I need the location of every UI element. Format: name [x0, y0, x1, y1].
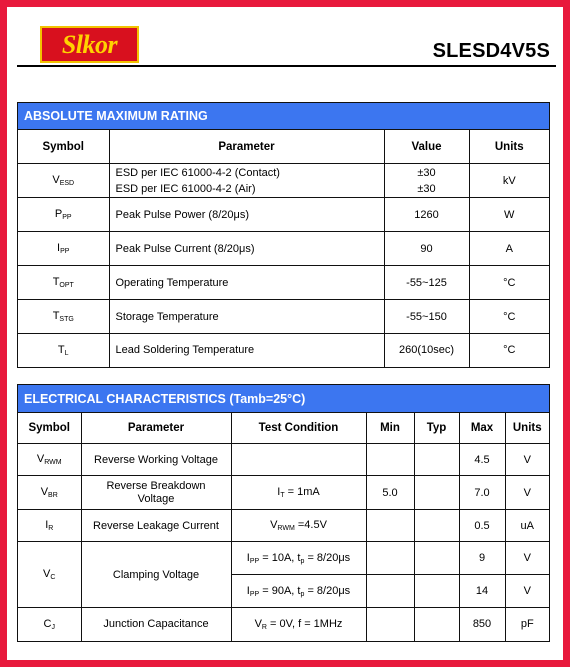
- col-typ: Typ: [414, 413, 459, 444]
- table-row: [18, 476, 549, 510]
- units-cell: °C: [469, 300, 549, 334]
- condition-cell: $I_{PP} = 10A$, $t_p = 8/20\mu s$: [231, 542, 366, 575]
- min-cell: [366, 444, 414, 476]
- elec-section: [17, 384, 550, 642]
- value-cell: 90: [384, 232, 469, 266]
- table-row: [18, 266, 549, 300]
- elec-table: [18, 412, 549, 641]
- parameter-cell: Peak Pulse Power (8/20μs): [109, 198, 384, 232]
- max-cell: 4.5: [459, 444, 505, 476]
- typ-cell: [414, 476, 459, 510]
- value-cell: -55~150: [384, 300, 469, 334]
- max-cell: 7.0: [459, 476, 505, 510]
- units-cell: °C: [469, 334, 549, 367]
- col-parameter: Parameter: [109, 130, 384, 164]
- typ-cell: [414, 608, 459, 641]
- condition-cell: [231, 444, 366, 476]
- table-row: [18, 444, 549, 476]
- units-cell: pF: [505, 608, 549, 641]
- min-cell: 5.0: [366, 476, 414, 510]
- max-cell: 850: [459, 608, 505, 641]
- abs-max-body: [18, 164, 549, 367]
- abs-max-header-row: [18, 130, 549, 164]
- table-row: [18, 300, 549, 334]
- parameter-cell: ESD per IEC 61000-4-2 (Contact) ESD per IEC 61000-4-2 (Air): [109, 164, 384, 198]
- min-cell: [366, 608, 414, 641]
- table-row: [18, 510, 549, 542]
- datasheet-page: [7, 7, 563, 660]
- max-cell: 9: [459, 542, 505, 575]
- parameter-cell: Lead Soldering Temperature: [109, 334, 384, 367]
- table-row: [18, 164, 549, 198]
- condition-cell: $V_R = 0V$, f = 1MHz: [231, 608, 366, 641]
- parameter-cell: Clamping Voltage: [81, 542, 231, 608]
- col-max: Max: [459, 413, 505, 444]
- units-cell: W: [469, 198, 549, 232]
- units-cell: V: [505, 542, 549, 575]
- typ-cell: [414, 575, 459, 608]
- part-number: SLESD4V5S: [432, 40, 550, 62]
- symbol-cell: $V_C$: [18, 542, 81, 608]
- col-test-condition: Test Condition: [231, 413, 366, 444]
- typ-cell: [414, 510, 459, 542]
- brand-logo: Slkor: [40, 26, 139, 63]
- units-cell: V: [505, 444, 549, 476]
- parameter-cell: Junction Capacitance: [81, 608, 231, 641]
- symbol-cell: $I_R$: [18, 510, 81, 542]
- units-cell: uA: [505, 510, 549, 542]
- min-cell: [366, 575, 414, 608]
- elec-title: ELECTRICAL CHARACTERISTICS (Tamb=25°C): [18, 385, 549, 412]
- symbol-cell: $V_{RWM}$: [18, 444, 81, 476]
- parameter-cell: Reverse Leakage Current: [81, 510, 231, 542]
- symbol-cell: $T_L$: [18, 334, 109, 367]
- symbol-cell: $V_{BR}$: [18, 476, 81, 510]
- table-row: [18, 608, 549, 641]
- abs-max-section: [17, 102, 550, 368]
- value-cell: -55~125: [384, 266, 469, 300]
- units-cell: V: [505, 476, 549, 510]
- value-cell: 260(10sec): [384, 334, 469, 367]
- units-cell: °C: [469, 266, 549, 300]
- max-cell: 14: [459, 575, 505, 608]
- col-value: Value: [384, 130, 469, 164]
- parameter-cell: Reverse Breakdown Voltage: [81, 476, 231, 510]
- parameter-cell: Storage Temperature: [109, 300, 384, 334]
- max-cell: 0.5: [459, 510, 505, 542]
- abs-max-title: ABSOLUTE MAXIMUM RATING: [18, 103, 549, 129]
- table-row: [18, 542, 549, 575]
- col-symbol: Symbol: [18, 413, 81, 444]
- units-cell: V: [505, 575, 549, 608]
- table-row: [18, 232, 549, 266]
- value-cell: 1260: [384, 198, 469, 232]
- units-cell: A: [469, 232, 549, 266]
- elec-header-row: [18, 413, 549, 444]
- col-min: Min: [366, 413, 414, 444]
- units-cell: kV: [469, 164, 549, 198]
- symbol-cell: $P_{PP}$: [18, 198, 109, 232]
- parameter-cell: Peak Pulse Current (8/20μs): [109, 232, 384, 266]
- symbol-cell: $I_{PP}$: [18, 232, 109, 266]
- abs-max-table: [18, 129, 549, 367]
- table-row: [18, 198, 549, 232]
- col-units: Units: [469, 130, 549, 164]
- condition-cell: $I_{PP} = 90A$, $t_p = 8/20\mu s$: [231, 575, 366, 608]
- min-cell: [366, 510, 414, 542]
- symbol-cell: $C_J$: [18, 608, 81, 641]
- condition-cell: $V_{RWM} =4.5V$: [231, 510, 366, 542]
- typ-cell: [414, 444, 459, 476]
- symbol-cell: $T_{OPT}$: [18, 266, 109, 300]
- col-units: Units: [505, 413, 549, 444]
- symbol-cell: $V_{ESD}$: [18, 164, 109, 198]
- table-row: [18, 334, 549, 367]
- value-cell: ±30 ±30: [384, 164, 469, 198]
- header-rule: [17, 65, 556, 67]
- col-parameter: Parameter: [81, 413, 231, 444]
- condition-cell: $I_T = 1mA$: [231, 476, 366, 510]
- symbol-cell: $T_{STG}$: [18, 300, 109, 334]
- min-cell: [366, 542, 414, 575]
- parameter-cell: Reverse Working Voltage: [81, 444, 231, 476]
- parameter-cell: Operating Temperature: [109, 266, 384, 300]
- typ-cell: [414, 542, 459, 575]
- col-symbol: Symbol: [18, 130, 109, 164]
